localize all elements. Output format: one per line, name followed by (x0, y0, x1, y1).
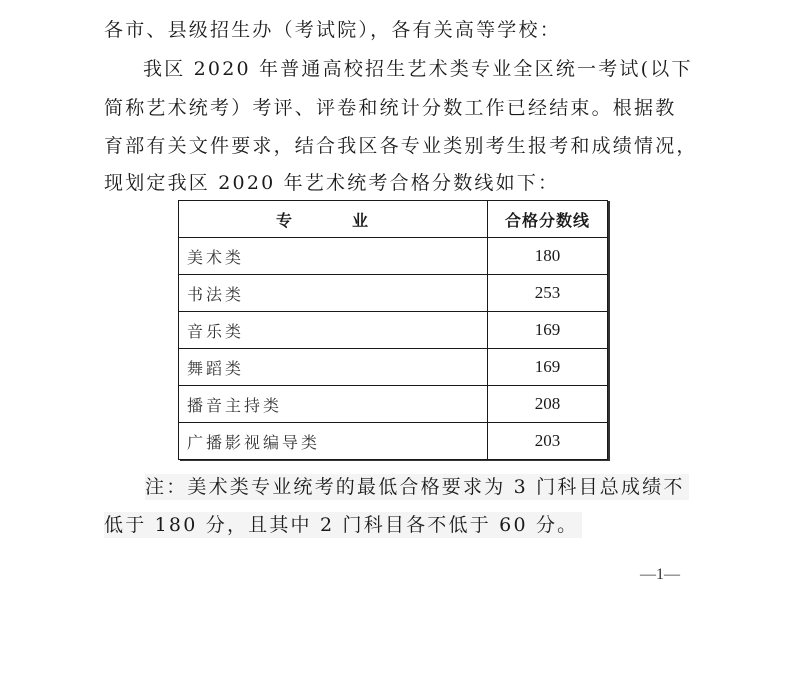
major-cell: 舞蹈类 (179, 349, 488, 386)
table-row (179, 423, 608, 460)
note-line-2 (104, 513, 582, 537)
note-text-1: 注：美术类专业统考的最低合格要求为 3 门科目总成绩不 (145, 474, 689, 500)
note-line-1 (145, 475, 689, 499)
major-cell: 书法类 (179, 275, 488, 312)
paragraph-line-4: 现划定我区 2020 年艺术统考合格分数线如下： (104, 172, 560, 194)
table-row (179, 312, 608, 349)
major-cell: 美术类 (179, 238, 488, 275)
table-row (179, 349, 608, 386)
score-cell: 180 (488, 238, 608, 275)
score-cell: 253 (488, 275, 608, 312)
header-score: 合格分数线 (488, 201, 608, 238)
paragraph-line-3: 育部有关文件要求，结合我区各专业类别考生报考和成绩情况， (104, 135, 698, 157)
score-table (178, 200, 608, 460)
note-text-2: 低于 180 分，且其中 2 门科目各不低于 60 分。 (104, 512, 582, 538)
table-row (179, 386, 608, 423)
major-cell: 播音主持类 (179, 386, 488, 423)
score-cell: 203 (488, 423, 608, 460)
table-row (179, 238, 608, 275)
header-major: 专 业 (179, 201, 488, 238)
score-cell: 208 (488, 386, 608, 423)
major-cell: 音乐类 (179, 312, 488, 349)
paragraph-line-2: 简称艺术统考）考评、评卷和统计分数工作已经结束。根据教 (104, 97, 677, 119)
salutation: 各市、县级招生办（考试院），各有关高等学校： (104, 19, 561, 41)
paragraph-line-1: 我区 2020 年普通高校招生艺术类专业全区统一考试(以下 (143, 58, 693, 80)
table-row (179, 275, 608, 312)
score-cell: 169 (488, 349, 608, 386)
table-header-row (179, 201, 608, 238)
score-cell: 169 (488, 312, 608, 349)
page-number: —1— (640, 566, 680, 583)
major-cell: 广播影视编导类 (179, 423, 488, 460)
